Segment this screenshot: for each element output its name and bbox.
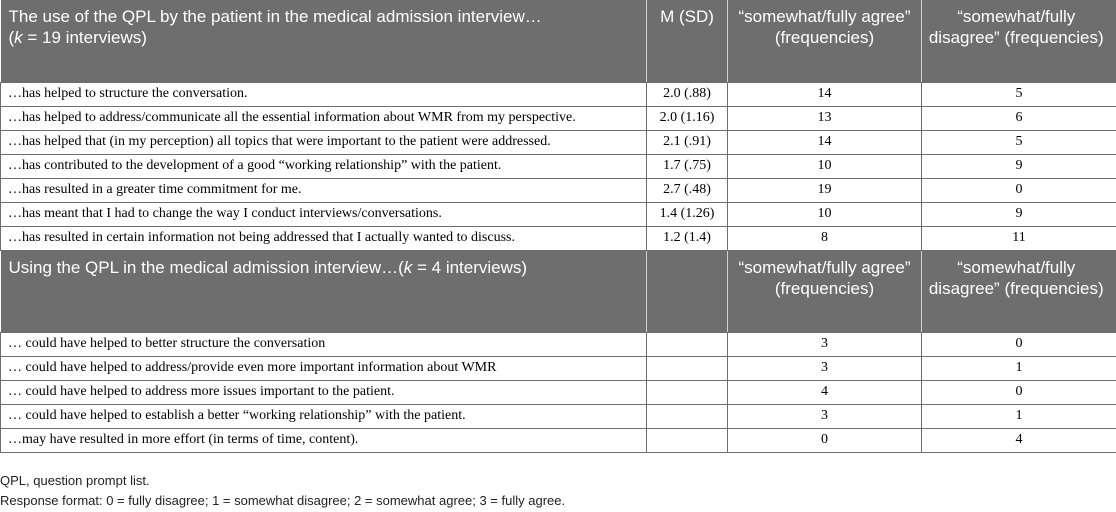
- table-row: [1, 332, 1116, 356]
- footnote-response-format: Response format: 0 = fully disagree; 1 = somewhat disagree; 2 = somewhat agree; 3 = fully agree.: [0, 493, 566, 508]
- mean-sd-value: 1.2 (1.4): [647, 226, 728, 250]
- table-row: [1, 202, 1116, 226]
- disagree-count: 1: [922, 356, 1116, 380]
- table-row: [1, 380, 1116, 404]
- mean-sd-value: 2.0 (.88): [647, 82, 728, 106]
- empty-cell: [647, 332, 728, 356]
- agree-count: 14: [728, 130, 922, 154]
- item-text: … could have helped to address more issues important to the patient.: [1, 380, 647, 404]
- item-text: …has resulted in a greater time commitment for me.: [1, 178, 647, 202]
- mean-sd-value: 2.7 (.48): [647, 178, 728, 202]
- section2-header-agree: “somewhat/fully agree” (frequencies): [728, 250, 922, 332]
- agree-count: 8: [728, 226, 922, 250]
- mean-sd-value: 1.4 (1.26): [647, 202, 728, 226]
- item-text: … could have helped to establish a better “working relationship” with the patient.: [1, 404, 647, 428]
- item-text: …has contributed to the development of a good “working relationship” with the patient.: [1, 154, 647, 178]
- section1-title: [1, 0, 647, 82]
- section2-title-k: k: [403, 257, 413, 277]
- agree-count: 3: [728, 356, 922, 380]
- empty-cell: [647, 380, 728, 404]
- section1-title-paren: (: [8, 28, 15, 47]
- agree-count: 4: [728, 380, 922, 404]
- disagree-count: 9: [922, 154, 1116, 178]
- mean-sd-value: 1.7 (.75): [647, 154, 728, 178]
- disagree-count: 4: [922, 428, 1116, 452]
- agree-count: 10: [728, 154, 922, 178]
- table-row: [1, 356, 1116, 380]
- agree-count: 19: [728, 178, 922, 202]
- section1-title-k: k: [14, 28, 23, 47]
- disagree-count: 6: [922, 106, 1116, 130]
- table-row: [1, 82, 1116, 106]
- disagree-count: 11: [922, 226, 1116, 250]
- item-text: …has helped to structure the conversation.: [1, 82, 647, 106]
- disagree-count: 5: [922, 130, 1116, 154]
- agree-count: 13: [728, 106, 922, 130]
- agree-count: 3: [728, 332, 922, 356]
- header-disagree: “somewhat/fully disagree” (frequencies): [922, 0, 1116, 82]
- section2-title-k-value: = 4 interviews): [412, 257, 528, 277]
- agree-count: 0: [728, 428, 922, 452]
- table-row: [1, 106, 1116, 130]
- table-row: [1, 404, 1116, 428]
- mean-sd-value: 2.1 (.91): [647, 130, 728, 154]
- empty-cell: [647, 428, 728, 452]
- empty-cell: [647, 404, 728, 428]
- item-text: …has helped to address/communicate all the essential information about WMR from my perspective.: [1, 106, 647, 130]
- section1-header-row: [1, 0, 1116, 82]
- disagree-count: 5: [922, 82, 1116, 106]
- footnote-abbreviation: QPL, question prompt list.: [0, 473, 150, 488]
- table-row: [1, 428, 1116, 452]
- item-text: …has helped that (in my perception) all topics that were important to the patient were addressed.: [1, 130, 647, 154]
- agree-count: 10: [728, 202, 922, 226]
- item-text: …has resulted in certain information not being addressed that I actually wanted to discuss.: [1, 226, 647, 250]
- item-text: …has meant that I had to change the way I conduct interviews/conversations.: [1, 202, 647, 226]
- agree-count: 3: [728, 404, 922, 428]
- section1-title-prefix: The use of the QPL by the patient in the medical admission interview…: [8, 7, 542, 26]
- disagree-count: 1: [922, 404, 1116, 428]
- item-text: …may have resulted in more effort (in terms of time, content).: [1, 428, 647, 452]
- section2-header-disagree: “somewhat/fully disagree” (frequencies): [922, 250, 1116, 332]
- disagree-count: 0: [922, 178, 1116, 202]
- item-text: … could have helped to better structure the conversation: [1, 332, 647, 356]
- section2-empty-header: [647, 250, 728, 332]
- mean-sd-value: 2.0 (1.16): [647, 106, 728, 130]
- disagree-count: 0: [922, 332, 1116, 356]
- table-row: [1, 226, 1116, 250]
- empty-cell: [647, 356, 728, 380]
- agree-count: 14: [728, 82, 922, 106]
- header-mean-sd: M (SD): [647, 0, 728, 82]
- table-row: [1, 130, 1116, 154]
- disagree-count: 0: [922, 380, 1116, 404]
- section2-title-prefix: Using the QPL in the medical admission interview…(: [8, 257, 404, 277]
- item-text: … could have helped to address/provide even more important information about WMR: [1, 356, 647, 380]
- disagree-count: 9: [922, 202, 1116, 226]
- table-row: [1, 154, 1116, 178]
- header-agree: “somewhat/fully agree” (frequencies): [728, 0, 922, 82]
- section1-title-k-value: = 19 interviews): [22, 28, 147, 47]
- section2-header-row: [1, 250, 1116, 332]
- section2-title: [1, 250, 647, 332]
- table-row: [1, 178, 1116, 202]
